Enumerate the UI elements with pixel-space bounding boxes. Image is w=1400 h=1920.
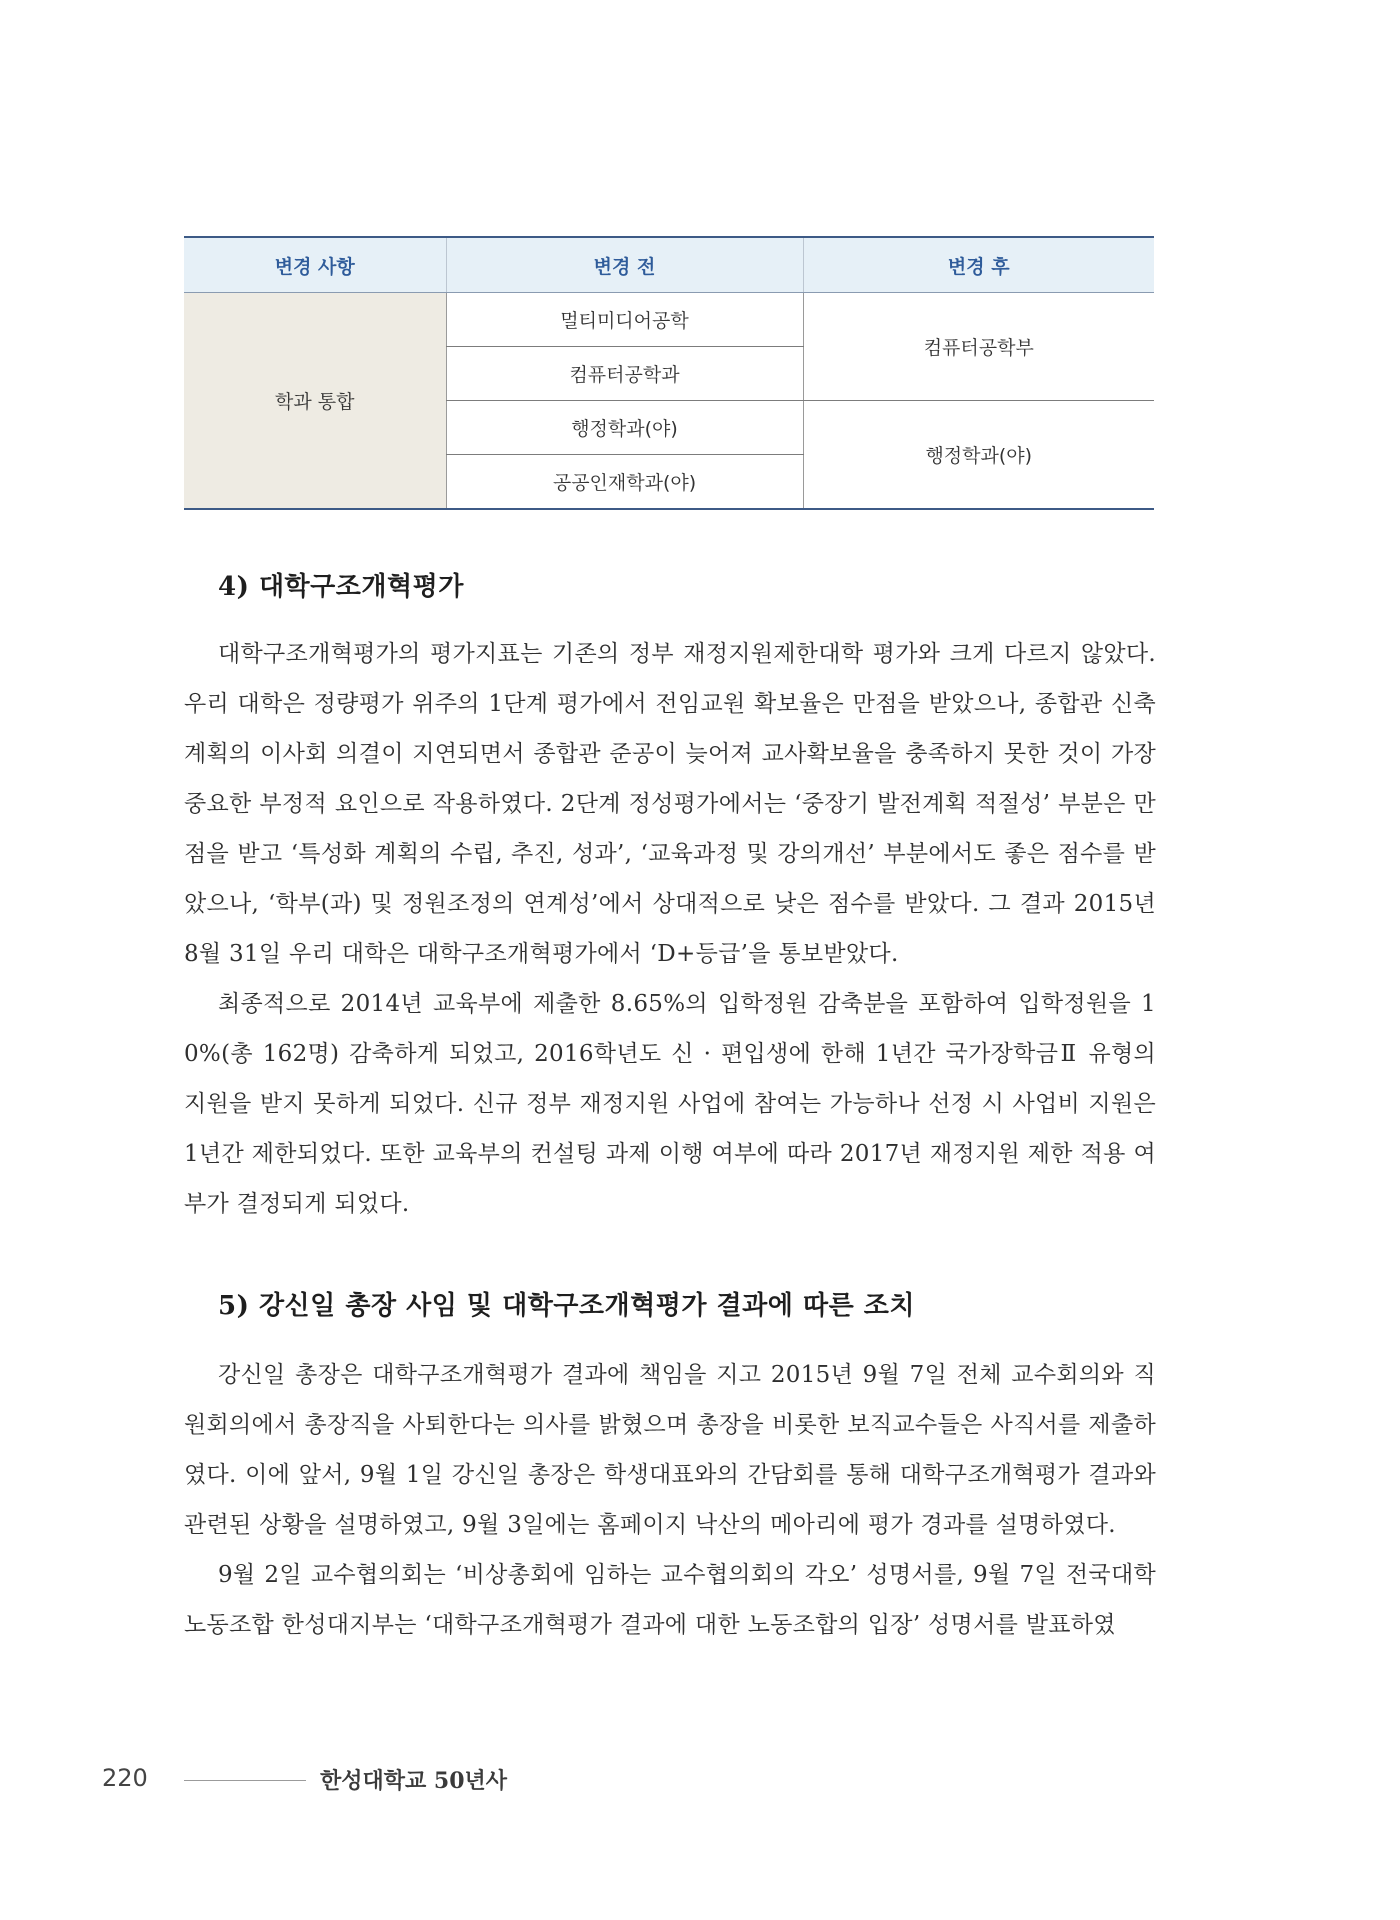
before-cell: 컴퓨터공학과	[446, 347, 803, 401]
page-footer	[90, 1758, 1090, 1798]
before-cell: 멀티미디어공학	[446, 293, 803, 347]
table-row	[184, 293, 1154, 347]
section-4-paragraph-2: 최종적으로 2014년 교육부에 제출한 8.65%의 입학정원 감축분을 포함하여 입학정원을 10%(총 162명) 감축하게 되었고, 2016학년도 신 · 편입생에 한해 1년간 국가장학금Ⅱ 유형의 지원을 받지 못하게 되었다. 신규 정부 재정지원 사업에 참여는 가능하나 선정 시 사업비 지원은 1년간 제한되었다. 또한 교육부의 컨설팅 과제 이행 여부에 따라 2017년 재정지원 제한 적용 여부가 결정되게 되었다.	[184, 991, 1156, 1217]
category-cell: 학과 통합	[184, 293, 446, 510]
section-4-paragraph-1: 대학구조개혁평가의 평가지표는 기존의 정부 재정지원제한대학 평가와 크게 다르지 않았다. 우리 대학은 정량평가 위주의 1단계 평가에서 전임교원 확보율은 만점을 받았으나, 종합관 신축계획의 이사회 의결이 지연되면서 종합관 준공이 늦어져 교사확보율을 충족하지 못한 것이 가장 중요한 부정적 요인으로 작용하였다. 2단계 정성평가에서는 ‘중장기 발전계획 적절성’ 부분은 만점을 받고 ‘특성화 계획의 수립, 추진, 성과’, ‘교육과정 및 강의개선’ 부분에서도 좋은 점수를 받았으나, ‘학부(과) 및 정원조정의 연계성’에서 상대적으로 낮은 점수를 받았다. 그 결과 2015년 8월 31일 우리 대학은 대학구조개혁평가에서 ‘D+등급’을 통보받았다.	[184, 641, 1156, 967]
section-5-heading: 5) 강신일 총장 사임 및 대학구조개혁평가 결과에 따른 조치	[218, 1291, 915, 1321]
before-cell: 행정학과(야)	[446, 401, 803, 455]
before-cell: 공공인재학과(야)	[446, 455, 803, 510]
section-5-paragraph-1: 강신일 총장은 대학구조개혁평가 결과에 책임을 지고 2015년 9월 7일 전체 교수회의와 직원회의에서 총장직을 사퇴한다는 의사를 밝혔으며 총장을 비롯한 보직교수들은 사직서를 제출하였다. 이에 앞서, 9월 1일 강신일 총장은 학생대표와의 간담회를 통해 대학구조개혁평가 결과와 관련된 상황을 설명하였고, 9월 3일에는 홈페이지 낙산의 메아리에 평가 경과를 설명하였다.	[184, 1362, 1156, 1538]
section-4-heading: 4) 대학구조개혁평가	[218, 572, 464, 602]
table-header-row	[184, 237, 1154, 293]
department-merger-table-wrap	[184, 236, 1154, 510]
department-merger-table	[184, 236, 1154, 510]
header-before: 변경 전	[446, 237, 803, 293]
after-cell: 컴퓨터공학부	[803, 293, 1154, 401]
after-cell: 행정학과(야)	[803, 401, 1154, 510]
section-5-paragraph-2: 9월 2일 교수협의회는 ‘비상총회에 임하는 교수협의회의 각오’ 성명서를, 9월 7일 전국대학노동조합 한성대지부는 ‘대학구조개혁평가 결과에 대한 노동조합의 입장’ 성명서를 발표하였	[184, 1562, 1156, 1638]
book-title: 한성대학교 50년사	[320, 1768, 508, 1794]
header-after: 변경 후	[803, 237, 1154, 293]
page-number: 220	[102, 1764, 148, 1792]
header-change-item: 변경 사항	[184, 237, 446, 293]
footer-divider	[184, 1780, 306, 1781]
